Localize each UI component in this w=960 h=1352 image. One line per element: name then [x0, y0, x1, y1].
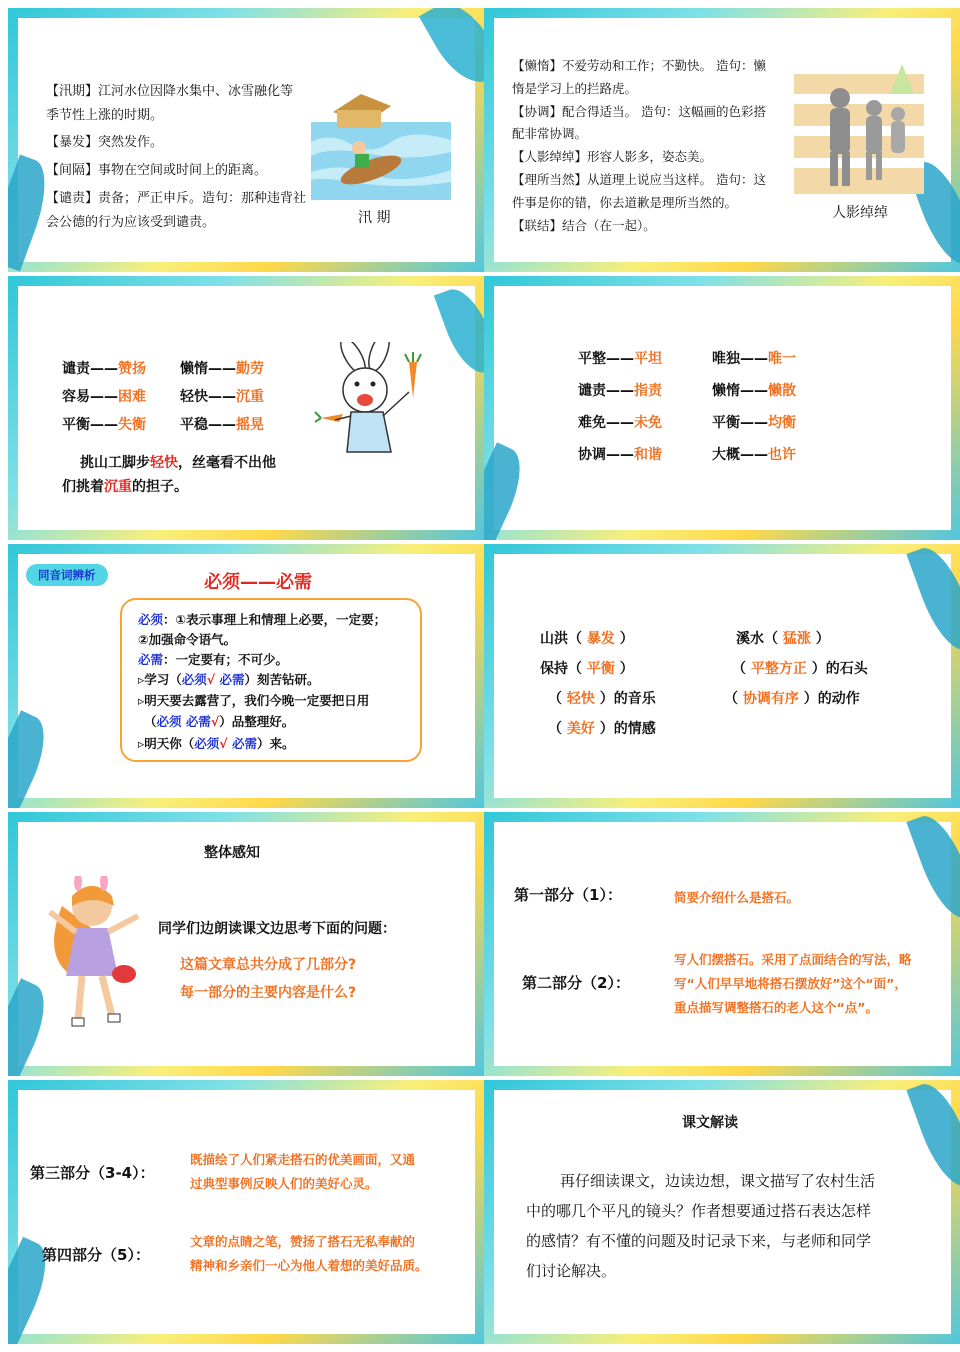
exercise-line: ▹明天要去露营了，我们今晚一定要把日用	[138, 693, 370, 708]
antonym-pair: 懒惰——勤劳	[180, 361, 264, 377]
vocab-line: 【间隔】事物在空间或时间上的距离。	[46, 163, 268, 178]
slide-title: 必须——必需	[204, 572, 312, 593]
slide-1	[8, 8, 485, 272]
body-line: 再仔细读课文，边读边想，课文描写了农村生活	[560, 1172, 876, 1190]
example-sentence: 们挑着沉重的担子。	[62, 479, 188, 495]
vocab-line: 【人影绰绰】形容人影多，姿态美。	[512, 149, 713, 164]
fill-in-item: （ 平整方正 ）的石头	[732, 661, 868, 677]
body-line: 中的哪几个平凡的镜头？作者想要通过搭石表达怎样	[526, 1202, 872, 1220]
antonym-pair: 轻快——沉重	[180, 389, 264, 405]
antonym-pair: 平稳——摇晃	[180, 417, 264, 433]
part-description: 文章的点睛之笔，赞扬了搭石无私奉献的	[190, 1234, 416, 1249]
girl-illustration	[42, 876, 152, 1036]
synonym-pair: 平整——平坦	[578, 351, 662, 367]
slide-6	[484, 544, 960, 808]
slide-4	[484, 276, 960, 540]
vocab-line: 件事是你的错，你去道歉是理所当然的。	[512, 195, 738, 210]
slide-3	[8, 276, 485, 540]
flood-illustration	[311, 92, 451, 200]
rabbit-illustration	[313, 342, 443, 462]
part-description: 精神和乡亲们一心为他人着想的美好品质。	[190, 1258, 428, 1273]
question-line: 这篇文章总共分成了几部分?	[180, 957, 357, 973]
vocab-line: 【谴责】责备；严正申斥。造句：那种违背社	[46, 191, 307, 206]
slide-5	[8, 544, 485, 808]
definition-line: ②加强命令语气。	[138, 632, 237, 647]
synonym-pair: 懒惰——懒散	[712, 383, 796, 399]
slide-title: 课文解读	[682, 1115, 738, 1131]
fill-in-item: （ 美好 ）的情感	[548, 721, 656, 737]
vocab-line: 【暴发】突然发作。	[46, 135, 164, 150]
silhouettes-illustration	[794, 64, 924, 194]
definition-line: 必需：一定要有；不可少。	[138, 652, 289, 667]
slide-9	[8, 1080, 485, 1344]
part-heading: 第四部分（5）：	[42, 1246, 150, 1264]
slide-8	[484, 812, 960, 1076]
part-heading: 第三部分（3-4）：	[30, 1164, 155, 1182]
vocab-line: 会公德的行为应该受到谴责。	[46, 215, 216, 230]
antonym-pair: 容易——困难	[62, 389, 146, 405]
vocab-line: 【联结】结合（在一起）。	[512, 218, 656, 233]
exercise-line: （必须 必需√）品整理好。	[144, 714, 295, 729]
part-description: 写“人们早早地将搭石摆放好”这个“面”，	[674, 976, 907, 991]
definition-line: 必须：①表示事理上和情理上必要，一定要；	[138, 612, 387, 627]
slide-10	[484, 1080, 960, 1344]
body-line: 的感情？有不懂的问题及时记录下来，与老师和同学	[526, 1232, 872, 1250]
body-line: 们讨论解决。	[526, 1262, 617, 1280]
synonym-pair: 难免——未免	[578, 415, 662, 431]
vocab-line: 惰是学习上的拦路虎。	[512, 81, 638, 96]
image-caption: 人影绰绰	[832, 205, 888, 221]
slide-2	[484, 8, 960, 272]
synonym-pair: 大概——也许	[712, 447, 796, 463]
question-line: 每一部分的主要内容是什么?	[180, 985, 357, 1001]
image-caption: 汛 期	[358, 210, 391, 226]
part-description: 重点描写调整搭石的老人这个“点”。	[674, 1000, 878, 1015]
part-description: 写人们摆搭石。采用了点面结合的写法，略	[674, 952, 912, 967]
synonym-pair: 协调——和谐	[578, 447, 662, 463]
synonym-pair: 唯独——唯一	[712, 351, 796, 367]
exercise-line: ▹学习（必须√ 必需）刻苦钻研。	[138, 672, 320, 687]
synonym-pair: 平衡——均衡	[712, 415, 796, 431]
slide-7	[8, 812, 485, 1076]
vocab-line: 季节性上涨的时期。	[46, 108, 164, 123]
prompt-text: 同学们边朗读课文边思考下面的问题：	[158, 921, 396, 937]
fill-in-item: （ 轻快 ）的音乐	[548, 691, 656, 707]
slide-title: 整体感知	[204, 845, 260, 861]
vocab-line: 【汛期】江河水位因降水集中、冰雪融化等	[46, 84, 294, 99]
antonym-pair: 平衡——失衡	[62, 417, 146, 433]
exercise-line: ▹明天你（必须√ 必需）来。	[138, 736, 295, 751]
part-heading: 第一部分（1）：	[514, 886, 622, 904]
vocab-line: 【理所当然】从道理上说应当这样。 造句：这	[512, 172, 766, 187]
part-heading: 第二部分（2）：	[522, 974, 630, 992]
vocab-line: 【协调】配合得适当。 造句：这幅画的色彩搭	[512, 104, 766, 119]
fill-in-item: 保持（ 平衡 ）	[540, 661, 634, 677]
part-description: 简要介绍什么是搭石。	[674, 890, 800, 905]
example-sentence: 挑山工脚步轻快，丝毫看不出他	[80, 455, 276, 471]
fill-in-item: （ 协调有序 ）的动作	[724, 691, 860, 707]
antonym-pair: 谴责——赞扬	[62, 361, 146, 377]
fill-in-item: 山洪（ 暴发 ）	[540, 631, 634, 647]
vocab-line: 配非常协调。	[512, 126, 588, 141]
part-description: 既描绘了人们紧走搭石的优美画面，又通	[190, 1152, 416, 1167]
homophone-badge: 同音词辨析	[26, 564, 108, 586]
part-description: 过典型事例反映人们的美好心灵。	[190, 1176, 378, 1191]
vocab-line: 【懒惰】不爱劳动和工作；不勤快。 造句：懒	[512, 58, 766, 73]
synonym-pair: 谴责——指责	[578, 383, 662, 399]
fill-in-item: 溪水（ 猛涨 ）	[736, 631, 830, 647]
